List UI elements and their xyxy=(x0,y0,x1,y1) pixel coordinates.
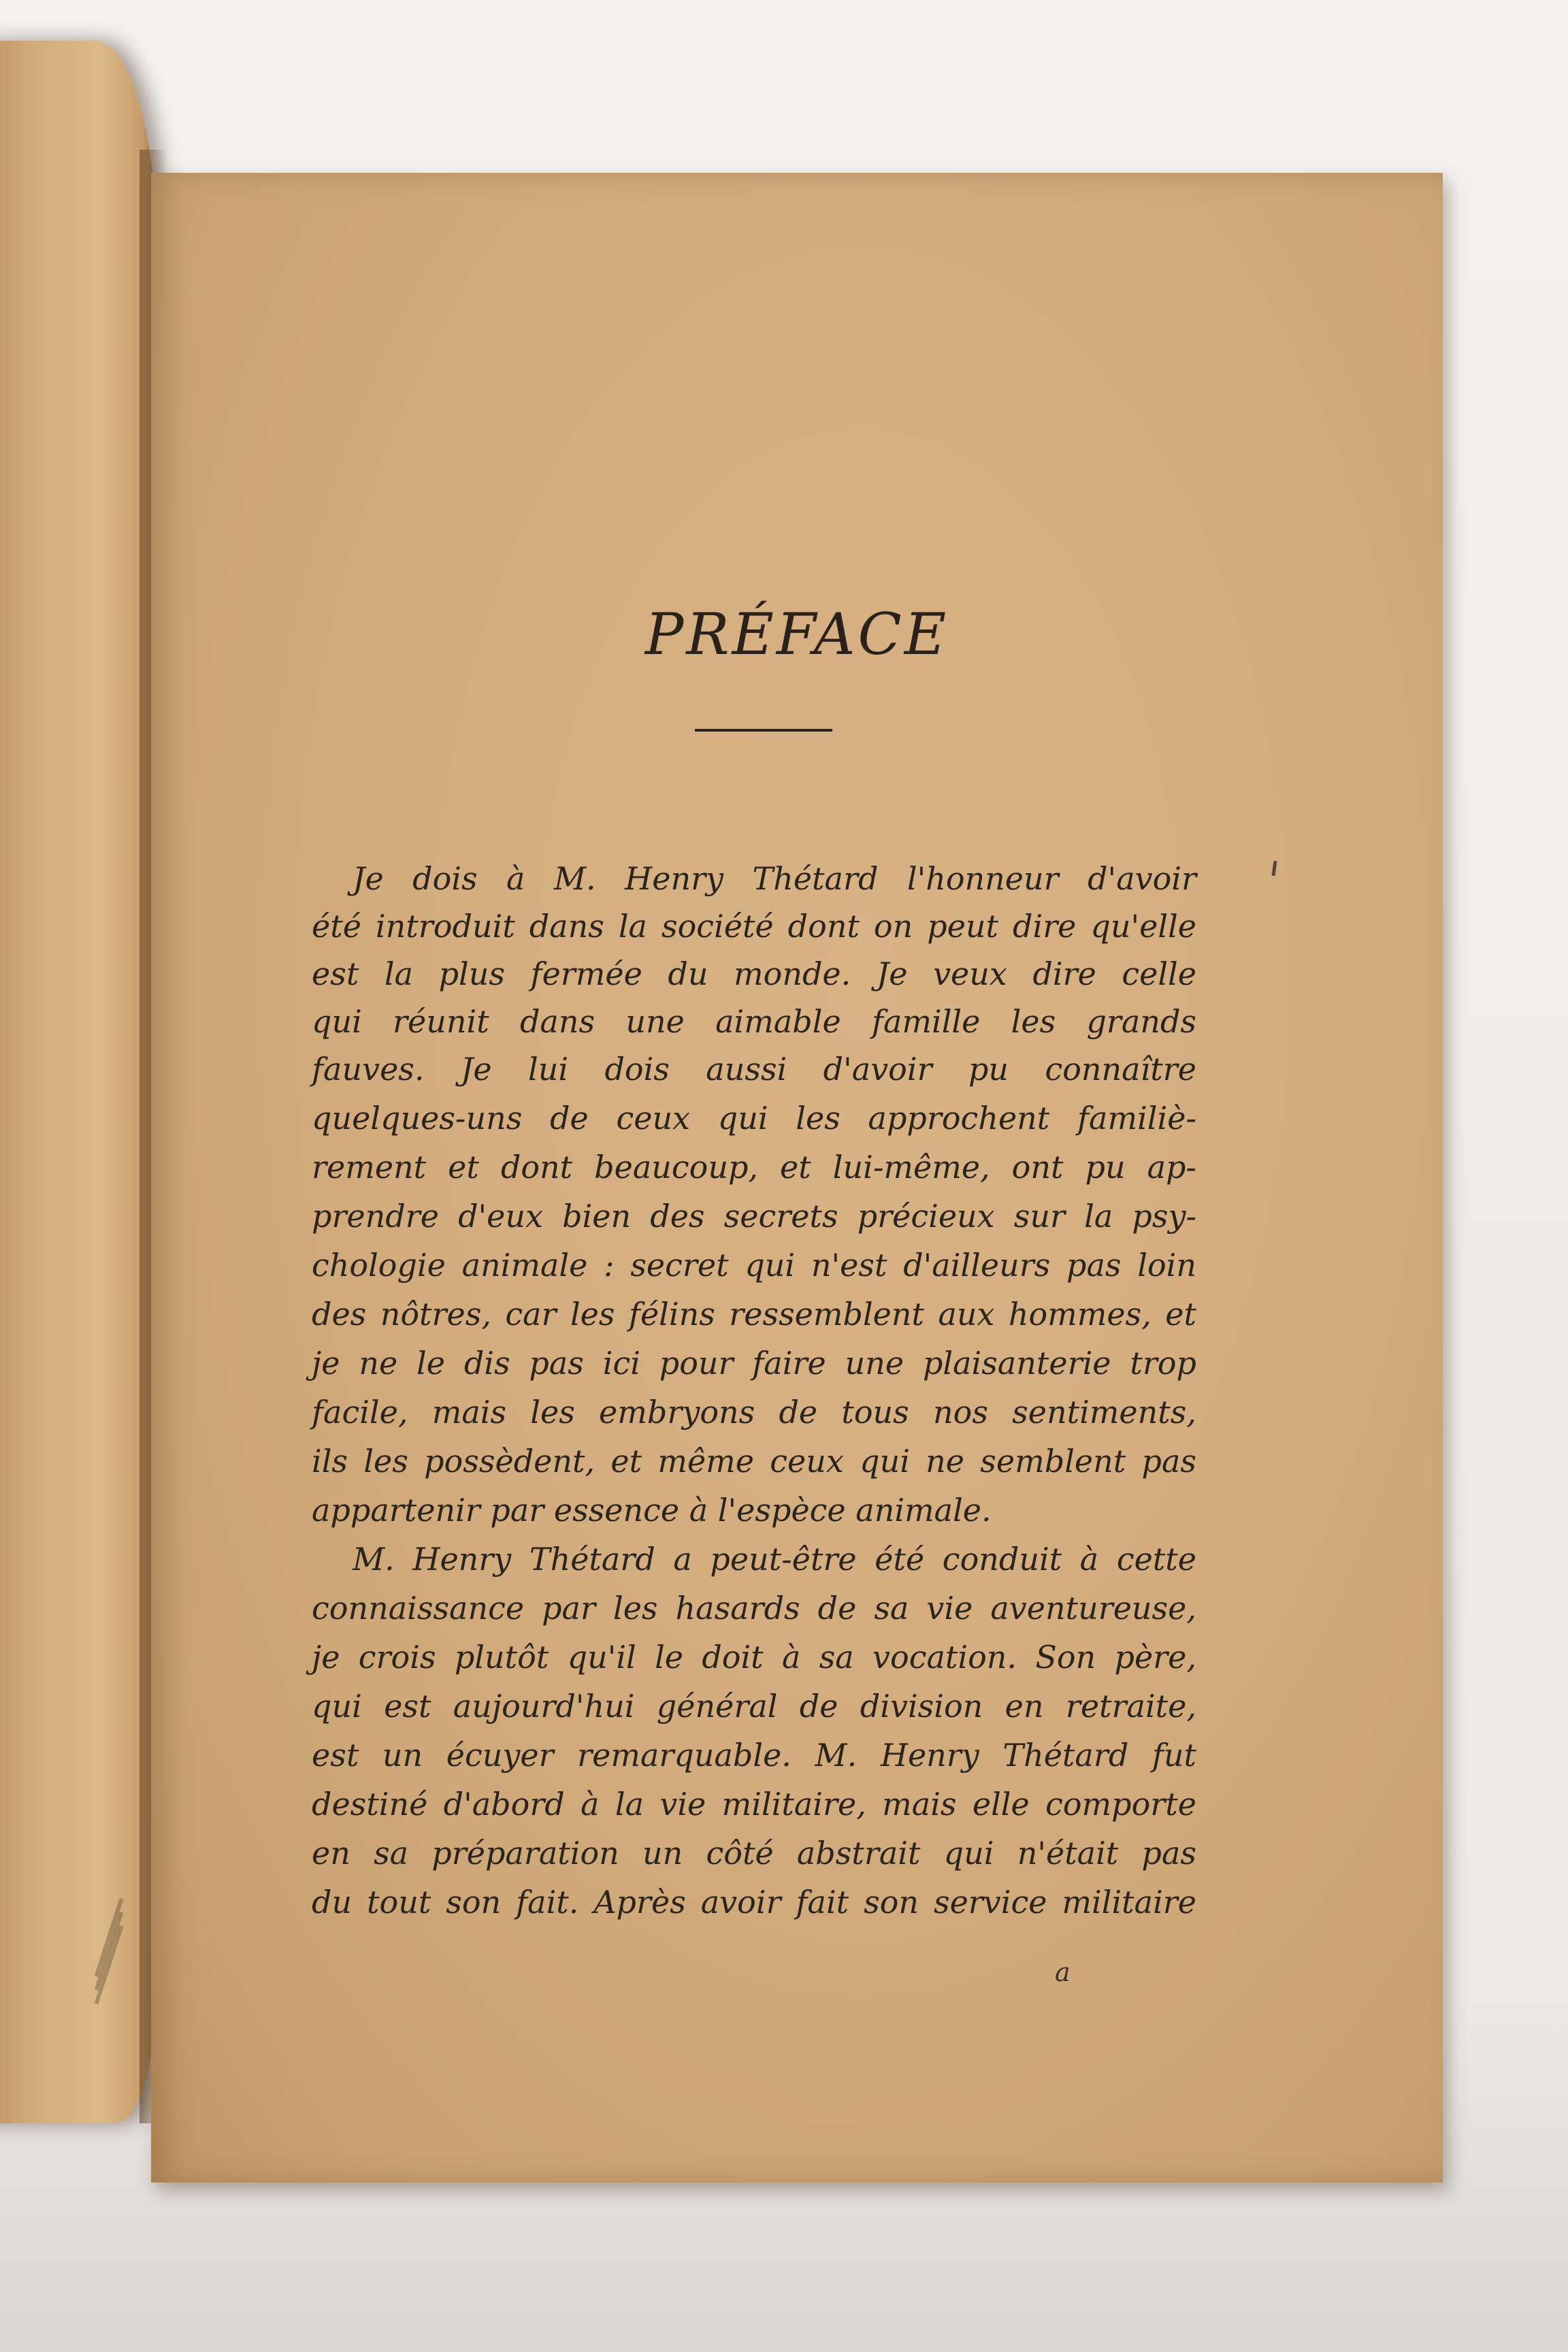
title-rule xyxy=(695,729,832,732)
text-line: Je dois à M. Henry Thétard l'honneur d'avoir xyxy=(353,860,1196,897)
text-line: qui est aujourd'hui général de division en retraite, xyxy=(312,1688,1196,1725)
text-line: des nôtres, car les félins ressemblent aux hommes, et xyxy=(312,1296,1196,1333)
text-line: est la plus fermée du monde. Je veux dire celle xyxy=(312,956,1196,992)
text-line: été introduit dans la société dont on peut dire qu'elle xyxy=(312,908,1196,945)
text-line: M. Henry Thétard a peut-être été conduit à cette xyxy=(353,1541,1196,1578)
text-line: je crois plutôt qu'il le doit à sa vocation. Son père, xyxy=(312,1639,1196,1676)
text-line: ils les possèdent, et même ceux qui ne semblent pas xyxy=(312,1443,1196,1480)
text-line: facile, mais les embryons de tous nos sentiments, xyxy=(312,1394,1196,1431)
text-line: rement et dont beaucoup, et lui-même, ont pu ap- xyxy=(312,1149,1196,1186)
page-folio: a xyxy=(1055,1957,1071,1987)
text-line: du tout son fait. Après avoir fait son service militaire xyxy=(312,1884,1196,1921)
text-line: est un écuyer remarquable. M. Henry Thétard fut xyxy=(312,1737,1196,1774)
text-line: destiné d'abord à la vie militaire, mais elle comporte xyxy=(312,1786,1196,1823)
left-page-edge xyxy=(0,41,157,2123)
text-line: chologie animale : secret qui n'est d'ailleurs pas loin xyxy=(312,1247,1196,1284)
text-line: en sa préparation un côté abstrait qui n'était pas xyxy=(312,1835,1196,1872)
page-title: PRÉFACE xyxy=(644,601,949,668)
left-page-bleed-text xyxy=(68,1926,157,2048)
text-line: fauves. Je lui dois aussi d'avoir pu connaître xyxy=(312,1051,1196,1088)
text-line: quelques-uns de ceux qui les approchent familiè- xyxy=(312,1100,1196,1137)
text-line: je ne le dis pas ici pour faire une plaisanterie trop xyxy=(312,1345,1196,1382)
text-line: appartenir par essence à l'espèce animale. xyxy=(312,1492,992,1529)
text-line: qui réunit dans une aimable famille les grands xyxy=(312,1003,1196,1040)
text-line: connaissance par les hasards de sa vie aventureuse, xyxy=(312,1590,1196,1627)
text-line: prendre d'eux bien des secrets précieux sur la psy- xyxy=(312,1198,1196,1235)
